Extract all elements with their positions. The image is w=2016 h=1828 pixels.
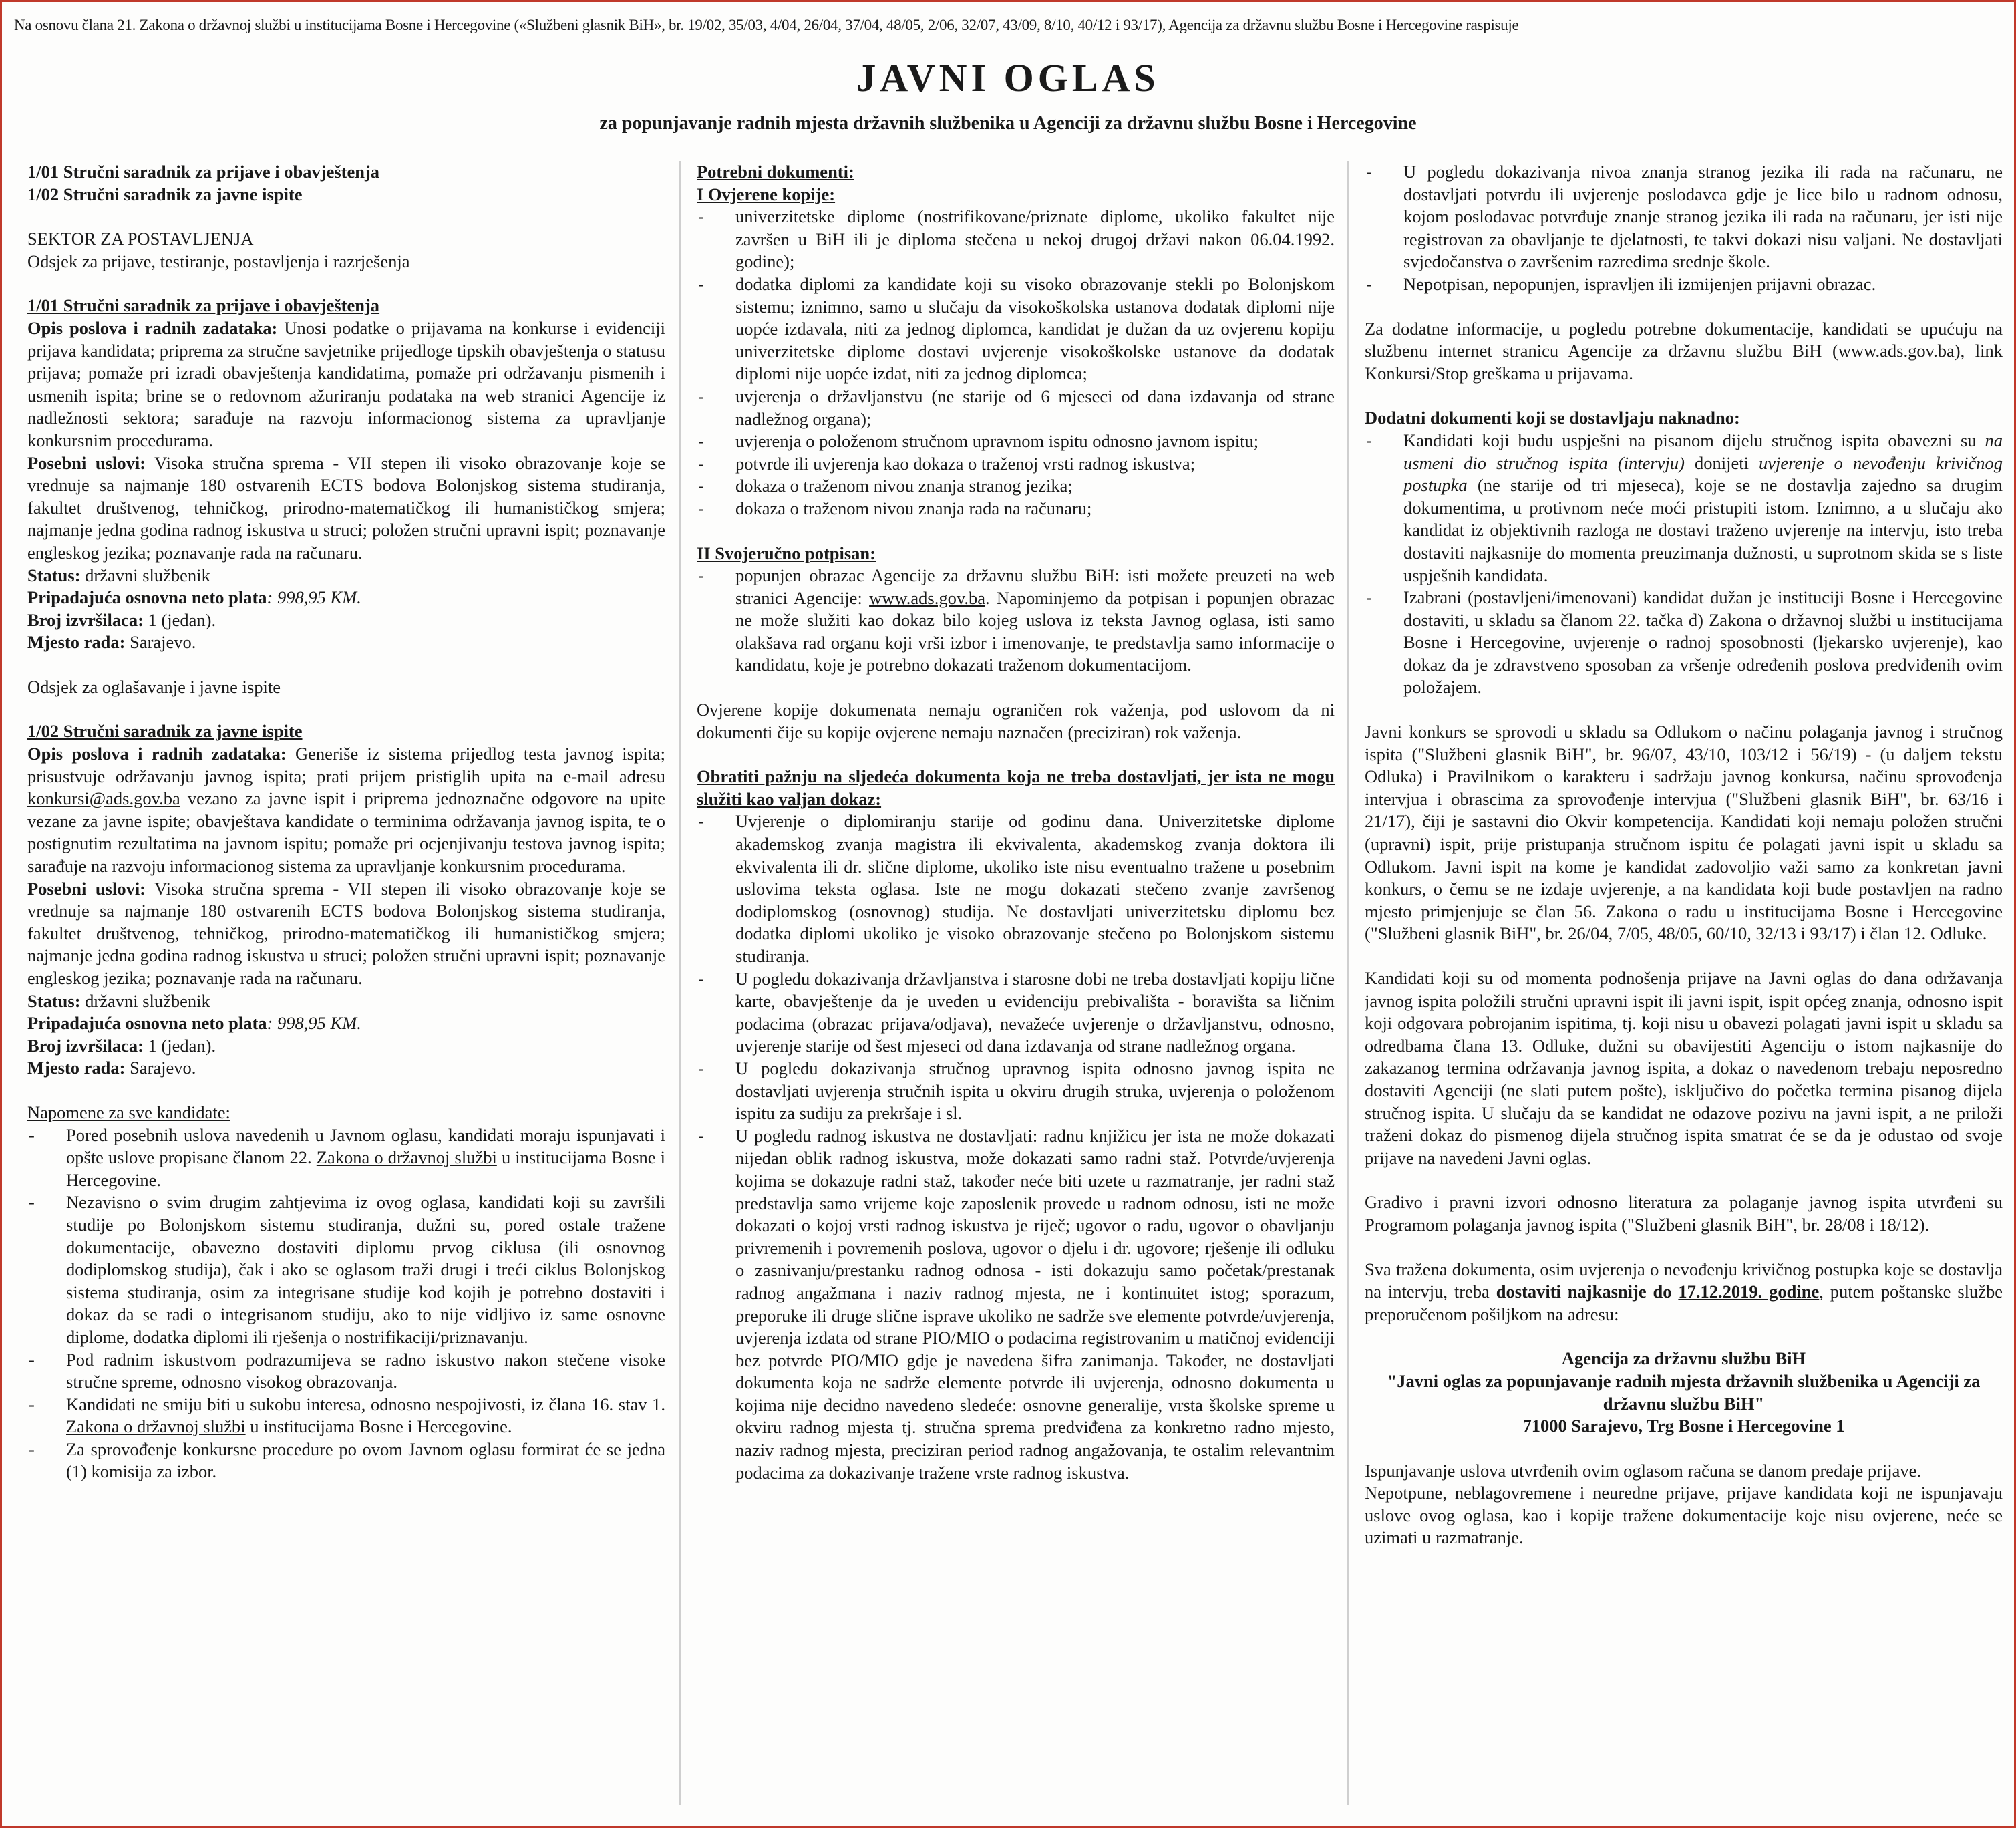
section-heading: Potrebni dokumenti: <box>697 162 854 182</box>
paragraph: Ispunjavanje uslova utvrđenih ovim oglasom računa se danom predaje prijave. <box>1365 1460 1922 1481</box>
list-item: - popunjen obrazac Agencije za državnu službu BiH: isti možete preuzeti na web stranici Agencije: www.ads.gov.ba. Napominjemo da potpisan i popunjen obrazac ne može služiti kao dokaz bilo kojeg uslova iz teksta Javnog oglasa, isti samo olakšava rad organu koji vrši izbor i imenovanje, te predstavlja samo informacije o kandidatu, koje je potrebno dokazati traženom dokumentacijom. <box>697 565 1335 677</box>
list-item: - Izabrani (postavljeni/imenovani) kandidat dužan je instituciji Bosne i Hercegovine dostaviti, u skladu sa članom 22. tačka d) Zakona o državnoj službi u institucijama Bosne i Hercegovine, uvjerenje o radnoj sposobnosti (ljekarsko uvjerenje), kao dokaz da je zdravstveno sposoban za vršenje određenih poslova predviđenih ovim položajem. <box>1365 587 2003 699</box>
paragraph: Javni konkurs se sprovodi u skladu sa Odlukom o načinu polaganja javnog i stručnog ispita ("Službeni glasnik BiH", br. 96/07, 43/10, 103/12 i 56/19) - (u daljem tekstu Odluka) i Pravilnikom o karakteru i sadržaju javnog konkursa, načinu sprovođenja intervjua i obrascima za sprovođenje intervjua ("Službeni glasnik BiH", br. 63/16 i 21/17), čiji je sastavni dio Okvir kompetencija. Kandidati koji nemaju položen stručni (upravni) ispit, prije pristupanja stručnom ispitu će polagati javni ispit u skladu sa Odlukom. Javni ispit na kome je kandidat zadovoljio važi samo za konkretan javni konkurs, o čemu se ne izdaje uvjerenje, a na kandidata koji bude postavljen na radno mjesto primjenjuje se član 56. Zakona o radu u institucijama Bosne i Hercegovine ("Službeni glasnik BiH", br. 26/04, 7/05, 48/05, 60/10, 32/13 i 93/17) i član 12. Odluke. <box>1365 722 2003 944</box>
list-item: - U pogledu dokazivanja stručnog upravnog ispita odnosno javnog ispita ne dostavljati uvjerenja stručnih ispita u okviru drugih struka, uvjerenja o položenom ispitu za sudiju za prekršaje i sl. <box>697 1058 1335 1125</box>
position-heading: 1/01 Stručni saradnik za prijave i obavještenja <box>27 295 380 316</box>
column-3 <box>1365 161 2003 1818</box>
page-title: JAVNI OGLAS <box>856 56 1160 100</box>
address-line: "Javni oglas za popunjavanje radnih mjesta državnih službenika u Agenciji za državnu službu BiH" <box>1387 1370 1981 1414</box>
position-title: 1/02 Stručni saradnik za javne ispite <box>27 184 303 204</box>
address-line: 71000 Sarajevo, Trg Bosne i Hercegovine 1 <box>1522 1416 1845 1436</box>
email-link[interactable]: konkursi@ads.gov.ba <box>27 788 180 809</box>
list-item: - uvjerenja o položenom stručnom upravnom ispitu odnosno javnom ispitu; <box>697 430 1335 453</box>
executors-line: Broj izvršilaca: 1 (jedan). <box>27 1035 216 1056</box>
special-conditions: Posebni uslovi: Visoka stručna sprema - VII stepen ili visoko obrazovanje koje se vrednuje sa najmanje 180 ostvarenih ECTS bodova Bolonjskog sistema studiranja, fakultet društvenog, tehničkog, prirodno-matematičkog ili humanističkog smjera; najmanje jedna godina radnog iskustva u struci; položen stručni upravni ispit; poznavanje engleskog jezika; poznavanje rada na računaru. <box>27 878 665 988</box>
section-heading: II Svojeručno potpisan: <box>697 543 876 563</box>
list-item: - Kandidati koji budu uspješni na pisanom dijelu stručnog ispita obavezni su na usmeni dio stručnog ispita (intervju) donijeti uvjerenje o nevođenju krivičnog postupka (ne starije od tri mjeseca), koje se ne dostavlja zajedno sa drugim dokumentima, u protivnom neće moći pristupiti istom. Iznimno, a u slučaju ako kandidat iz objektivnih razloga ne dostavi traženo uvjerenje na intervju, isto treba dostaviti najkasnije do momenta preuzimanja dužnosti, u suprotnom skida se s liste uspješnih kandidata. <box>1365 430 2003 587</box>
deadline-paragraph: Sva tražena dokumenta, osim uvjerenja o nevođenju krivičnog postupka koje se dostavlja na intervju, treba dostaviti najkasnije do 17.12.2019. godine, putem poštanske službe preporučenom pošiljkom na adresu: <box>1365 1259 2003 1324</box>
paragraph: Gradivo i pravni izvori odnosno literatura za polaganje javnog ispita utvrđeni su Programom polaganja javnog ispita ("Službeni glasnik BiH", br. 28/08 i 18/12). <box>1365 1192 2003 1235</box>
column-2 <box>697 161 1335 1818</box>
signed-form-list <box>697 565 1335 677</box>
list-item: - U pogledu dokazivanja državljanstva i starosne dobi ne treba dostavljati kopiju lične karte, obavještenje da je uveden u evidenciju prebivališta - boravišta sa ličnim podacima (obrazac prijava/odjava), nevažeće uvjerenje o državljanstvu, odnosno, uvjerenje starije od šest mjeseci od dana izdavanja od strane nadležnog organa. <box>697 968 1335 1058</box>
list-item: - potvrde ili uvjerenja kao dokaza o traženoj vrsti radnog iskustva; <box>697 453 1335 476</box>
sector-name: SEKTOR ZA POSTAVLJENJA <box>27 228 254 249</box>
address-line: Agencija za državnu službu BiH <box>1561 1348 1806 1369</box>
salary-line: Pripadajuća osnovna neto plata: 998,95 KM. <box>27 1013 361 1034</box>
list-item: - U pogledu dokazivanja nivoa znanja stranog jezika ili rada na računaru, ne dostavljati potvrdu ili uvjerenje poslodavca gdje je lice bilo u radnom odnosu, kojom poslodavac potvrđuje znanje stranog jezika ili rada na računaru, jer isti nije registrovan za obavljanje te djelatnosti, te takvi dokazi nisu valjani. Ne dostavljati svjedočanstva o završenim razredima srednje škole. <box>1365 161 2003 273</box>
section-heading: Obratiti pažnju na sljedeća dokumenta koja ne treba dostavljati, jer ista ne mogu služiti kao valjan dokaz: <box>697 766 1335 809</box>
certified-copies-list <box>697 206 1335 520</box>
paragraph: Ovjerene kopije dokumenata nemaju ograničen rok važenja, pod uslovom da ni dokumenti čije su kopije ovjerene nemaju naznačen (preciziran) rok važenja. <box>697 700 1335 742</box>
section-heading: I Ovjerene kopije: <box>697 184 836 204</box>
job-description: Opis poslova i radnih zadataka: Unosi podatke o prijavama na konkurse i evidenciji prijava kandidata; priprema za stručne savjetnike prijedloge tipskih obavještenja o statusu prijava; pomaže pri izradi obavještenja kandidatima, pomaže pri održavanju pismenih i usmenih ispita; brine se o redovnom ažuriranju podataka na web stranici Agencije iz nadležnosti sektora; sarađuje na razvoju informacionog sistema za upravljanje konkursnim procedurama. <box>27 317 665 450</box>
workplace-line: Mjesto rada: Sarajevo. <box>27 1058 196 1078</box>
column-1 <box>27 161 665 1818</box>
salary-line: Pripadajuća osnovna neto plata: 998,95 KM. <box>27 587 361 608</box>
website-link[interactable]: www.ads.gov.ba <box>869 587 986 608</box>
list-item: - dokaza o traženom nivou znanja rada na računaru; <box>697 498 1335 520</box>
notes-list <box>27 1124 665 1484</box>
list-item: - U pogledu radnog iskustva ne dostavljati: radnu knjižicu jer ista ne može dokazati nijedan oblik radnog iskustva, može dokazati samo radni staž. Potvrde/uvjerenja kojima se dokazuje radni staž, također neće biti uzete u razmatranje, jer radni staž predstavlja samo vrijeme koje zaposlenik provede u radnom odnosu, isti ne može dokazati o kojoj vrsti radnog iskustva je riječ; ugovor o radu, ugovor o obavljanju privremenih i povremenih poslova, ugovor o djelu i dr. ugovore; rješenje ili odluku o zasnivanju/prestanku radnog odnosa - isti dokazuju samo početak/prestanak radnog angažmana i naziv radnog mjesta, ne i kontinuitet istog; sporazum, preporuke ili druge slične isprave ukoliko ne sadrže sve elemente potvrde/uvjerenja, uvjerenja izdata od strane PIO/MIO o podacima registrovanim u matičnoj evidenciji bez potvrde PIO/MIO gdje je navedena šifra zanimanja. Također, ne dostavljati dokumenta koja ne sadrže elemente potvrde ili uvjerenja, odnosno dokumenta u kojima nije decidno navedeno sledeće: osnovne generalije, vrsta školske spreme u okviru radnog mjesta tj. stručna sprema predviđena za konkretno radno mjesto, naziv radnog mjesta, preciziran period radnog angažovanja, te ostalim relevantnim podacima za dokazivanje tražene vrste radnog iskustva. <box>697 1125 1335 1485</box>
status-line: Status: državni službenik <box>27 565 210 585</box>
paragraph: Kandidati koji su od momenta podnošenja prijave na Javni oglas do dana održavanja javnog ispita položili stručni upravni ispit ili javni ispit, ispit općeg znanja, odnosno ispit koji odgovara pobrojanim ispitima, tj. koji nisu u obavezi polagati javni ispit u skladu sa odredbama člana 13. Odluke, dužni su obavijestiti Agenciju o istom najkasnije do zakazanog termina održavanja javnog ispita, a dokaz o navedenom trebaju neposredno dostaviti Agenciji (ne slati putem pošte), isključivo do početka termina pisanog dijela stručnog ispita. U slučaju da se kandidat ne odazove pozivu na javni ispit, a ne priloži traženi dokaz do pismenog dijela stručnog ispita smatrat će se da je odustao od svoje prijave na navedeni Javni oglas. <box>1365 968 2003 1168</box>
status-line: Status: državni službenik <box>27 990 210 1011</box>
paragraph: Nepotpune, neblagovremene i neuredne prijave, prijave kandidata koji ne ispunjavaju uslove ovog oglasa, kao i kopije tražene dokumentacije koje nisu ovjerene, neće se uzimati u razmatranje. <box>1365 1483 2003 1548</box>
notes-heading: Napomene za sve kandidate: <box>27 1102 230 1122</box>
workplace-line: Mjesto rada: Sarajevo. <box>27 632 196 653</box>
list-item: - univerzitetske diplome (nostrifikovane/priznate diplome, ukoliko fakultet nije završen u BiH ili je diploma stečena u nekoj drugoj državi nakon 06.04.1992. godine); <box>697 206 1335 273</box>
invalid-documents-list <box>697 810 1335 1484</box>
list-item: - Nepotpisan, nepopunjen, ispravljen ili izmijenjen prijavni obrazac. <box>1365 273 2003 296</box>
special-conditions: Posebni uslovi: Visoka stručna sprema - VII stepen ili visoko obrazovanje koje se vrednuje sa najmanje 180 ostvarenih ECTS bodova Bolonjskog sistema studiranja, fakultet društvenog, tehničkog, prirodno-matematičkog ili humanističkog smjera; najmanje jedna godina radnog iskustva u struci; položen stručni upravni ispit; poznavanje engleskog jezika; poznavanje rada na računaru. <box>27 452 665 563</box>
list-item: - Pod radnim iskustvom podrazumijeva se radno iskustvo nakon stečene visoke stručne spreme, odnosno visokog obrazovanja. <box>27 1349 665 1394</box>
executors-line: Broj izvršilaca: 1 (jedan). <box>27 609 216 630</box>
department-name: Odsjek za oglašavanje i javne ispite <box>27 676 281 697</box>
list-item: - Nezavisno o svim drugim zahtjevima iz ovog oglasa, kandidati koji su završili studije po Bolonjskom sistemu studiranja, dužni su, pored ostale tražene dokumentacije, obavezno dostaviti diplomu prvog ciklusa (ili osnovnog dodiplomskog studija), čak i ako se oglasom traži drugi i treći ciklus Bolonjskog sistema studiranja, osim za integrisane studije kod kojih je potrebno dostaviti i dokaz da se radi o integrisanom studiju, ako to nije vidljivo iz same osnovne diplome, dodatka diplomi ili rješenja o nostrifikaciji/priznavanju. <box>27 1191 665 1348</box>
list-item: - uvjerenja o državljanstvu (ne starije od 6 mjeseci od dana izdavanja od strane nadležnog organa); <box>697 386 1335 430</box>
page-subtitle: za popunjavanje radnih mjesta državnih službenika u Agenciji za državnu službu Bosne i Hercegovine <box>599 113 1417 134</box>
list-item: - Kandidati ne smiju biti u sukobu interesa, odnosno nespojivosti, iz člana 16. stav 1. Zakona o državnoj službi u institucijama Bosne i Hercegovine. <box>27 1394 665 1438</box>
department-name: Odsjek za prijave, testiranje, postavljenja i razrješenja <box>27 251 410 271</box>
list-item: - Uvjerenje o diplomiranju starije od godinu dana. Univerzitetske diplome akademskog zvanja magistra ili ekvivalenta, akademskog zvanja doktora ili ekvivalenta ili dr. slične diplome, ukoliko iste nisu eventualno tražene u posebnim uslovima teksta oglasa. Iste ne mogu dokazati stečeno zvanje završenog dodiplomskog (osnovnog) studija. Ne dostavljati univerzitetsku diplomu bez dodatka diplomi ukoliko je visoko obrazovanje stečeno po Bolonjskom sistemu studiranja. <box>697 810 1335 967</box>
paragraph: Za dodatne informacije, u pogledu potrebne dokumentacije, kandidati se upućuju na službenu internet stranicu Agencije za državnu službu BiH (www.ads.gov.ba), link Konkursi/Stop greškama u prijavama. <box>1365 318 2003 384</box>
additional-docs-list <box>1365 430 2003 699</box>
list-item: - dokaza o traženom nivou znanja stranog jezika; <box>697 475 1335 498</box>
deadline-date: 17.12.2019. godine <box>1678 1281 1820 1302</box>
job-description: Opis poslova i radnih zadataka: Generiše iz sistema prijedlog testa javnog ispita; prisustvuje održavanju javnog ispita; prati prijem pristiglih upita na e-mail adresu konkursi@ads.gov.ba vezano za javne ispit i priprema jednoznačne odgovore na upite vezane za javne ispite; obavještava kandidate o terminima održavanja javnog ispita, te o postignutim rezultatima na javnom ispitu; pomaže pri ocjenjivanju testova javnog ispita; sarađuje na razvoju informacionog sistema za upravljanje konkursnim procedurama. <box>27 744 665 877</box>
position-title: 1/01 Stručni saradnik za prijave i obavještenja <box>27 162 380 182</box>
position-heading: 1/02 Stručni saradnik za javne ispite <box>27 721 303 742</box>
section-heading: Dodatni dokumenti koji se dostavljaju naknadno: <box>1365 408 1740 428</box>
list-item: - Pored posebnih uslova navedenih u Javnom oglasu, kandidati moraju ispunjavati i opšte uslove propisane članom 22. Zakona o državnoj službi u institucijama Bosne i Hercegovine. <box>27 1124 665 1192</box>
column-divider <box>679 161 681 1805</box>
invalid-documents-list-cont <box>1365 161 2003 296</box>
list-item: - dodatka diplomi za kandidate koji su visoko obrazovanje stekli po Bolonjskom sistemu; iznimno, samo u slučaju da visokoškolska ustanova dodatak diplomi nije uopće izdavala, niti za jednog diplomca, kandidat je dužan da uz ovjerenu kopiju univerzitetske diplome dostavi uvjerenje visokoškolske ustanove da dodatak diplomi nije uopće izdat, niti za jednog diplomca; <box>697 273 1335 386</box>
column-divider <box>1347 161 1349 1805</box>
list-item: - Za sprovođenje konkursne procedure po ovom Javnom oglasu formirat će se jedna (1) komisija za izbor. <box>27 1438 665 1483</box>
intro-text: Na osnovu člana 21. Zakona o državnoj službi u institucijama Bosne i Hercegovine («Službeni glasnik BiH», br. 19/02, 35/03, 4/04, 26/04, 37/04, 48/05, 2/06, 32/07, 43/09, 8/10, 40/12 i 93/17), Agencija za državnu službu Bosne i Hercegovine raspisuje <box>14 17 1519 33</box>
